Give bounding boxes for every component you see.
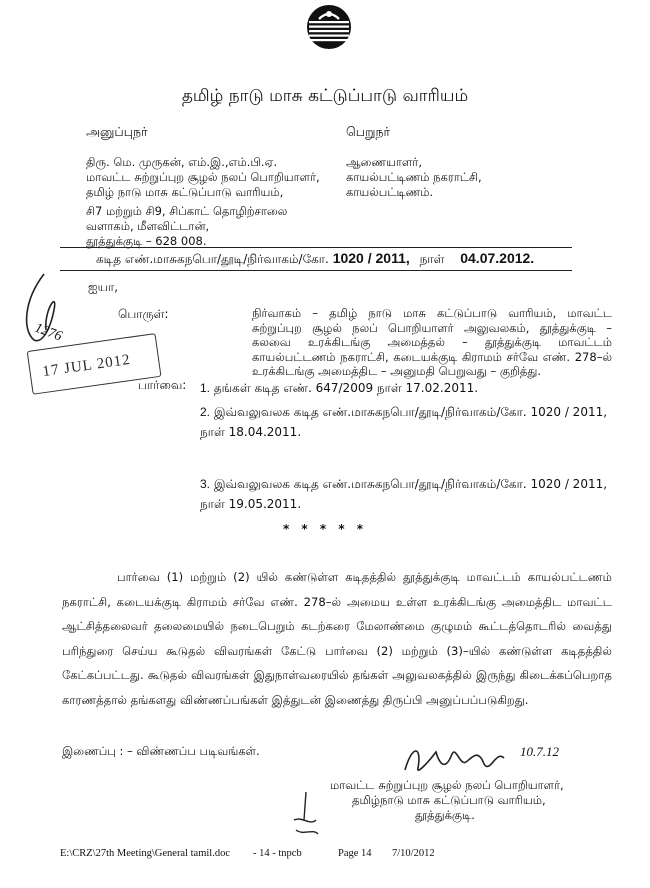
signature-block [330,778,620,823]
reference-date-label: நாள் [419,252,445,266]
separator-stars: * * * * * [282,522,368,536]
reference-item-number: 3. [200,477,211,491]
sender-label: அனுப்புநர் [86,124,148,139]
sender-line: வளாகம், மீளவிட்டான், [86,218,210,233]
enclosure-note: இணைப்பு : – விண்ணப்ப படிவங்கள். [62,744,260,758]
signature-date: 10.7.12 [520,744,559,759]
margin-handwriting [14,270,74,360]
stamp-date: 17 JUL 2012 [41,351,132,381]
reference-item-number: 1. [200,381,211,395]
reference-item [200,402,620,442]
body-paragraph: பார்வை (1) மற்றும் (2) யில் கண்டுள்ள கடிதத்தில் தூத்துக்குடி மாவட்டம் காயல்பட்டணம் நகராட்சி, கடையக்குடி கிராமம் சர்வே எண். 278–ல் அமைய உள்ள உரக்கிடங்கு அமைத்திட மாவட்ட ஆட்சித்தலைவர் தலைமையில் நடைபெறும் கடற்கரை மேலாண்மை குழுமம் கூட்டத்தொடரில் வைத்து பரிந்துரை செய்ய கூடுதல் விவரங்கள் கேட்டு பார்வை (2) மற்றும் (3)–யில் கண்டுள்ள கடிதத்தில் கேட்கப்பட்டது. கூடுதல் விவரங்கள் இதுநாள்வரையில் தங்கள் அலுவலகத்தில் இருந்து கிடைக்கப்பெறாத காரணத்தால் தங்களது விண்ணப்பங்கள் இத்துடன் இணைத்து திருப்பி அனுப்பப்படுகிறது. [62,570,612,707]
reference-item-text: இவ்வலுவலக கடித எண்.மாசுகநபொ/தூடி/நிர்வாகம்/கோ. 1020 / 2011, நாள் 18.04.2011. [200,405,608,439]
tnpcb-emblem-icon [305,3,353,51]
references-label: பார்வை: [138,378,187,392]
sender-line: சி7 மற்றும் சி9, சிப்காட் தொழிற்சாலை [86,203,288,218]
reference-item [200,378,620,398]
reference-item [200,474,620,514]
signature-line: தூத்துக்குடி. [415,808,475,822]
footer-date: 7/10/2012 [392,848,435,859]
sender-address [86,155,346,249]
reference-number: 1020 / 2011, [332,250,410,266]
salutation: ஐயா, [88,280,119,294]
footer-code: - 14 - tnpcb [253,848,302,859]
footer-path: E:\CRZ\27th Meeting\General tamil.doc [60,848,231,859]
recipient-label: பெறுநர் [346,124,391,139]
subject-label: பொருள்: [118,307,169,321]
reference-date: 04.07.2012. [460,250,535,266]
reference-item-text: தங்கள் கடித எண். 647/2009 நாள் 17.02.2011. [213,381,479,395]
sender-line: தமிழ் நாடு மாசு கட்டுப்பாடு வாரியம், [86,185,284,200]
subject-text: நிர்வாகம் – தமிழ் நாடு மாசு கட்டுப்பாடு வாரியம், மாவட்ட சுற்றுப்புற சூழல் நலப் பொறியாளர் அலுவலகம், தூத்துக்குடி – கலவை உரக்கிடங்கு அமைத்தல் – தூத்துக்குடி மாவட்டம் காயல்பட்டணம் நகராட்சி, கடையக்குடி கிராமம் சர்வே எண். 278–ல் உரக்கிடங்கு அமைத்திட – அனுமதி பெறுவது – குறித்து. [252,306,612,379]
reference-item-text: இவ்வலுவலக கடித எண்.மாசுகநபொ/தூடி/நிர்வாகம்/கோ. 1020 / 2011, நாள் 19.05.2011. [200,477,608,511]
recipient-address [346,155,596,201]
reference-line [60,247,572,271]
reference-item-number: 2. [200,405,211,419]
org-title: தமிழ் நாடு மாசு கட்டுப்பாடு வாரியம் [181,86,469,106]
sender-line: தூத்துக்குடி – 628 008. [86,234,207,249]
sender-line: மாவட்ட சுற்றுப்புற சூழல் நலப் பொறியாளர், [86,170,320,185]
signature-line: மாவட்ட சுற்றுப்புற சூழல் நலப் பொறியாளர், [330,778,564,792]
recipient-line: காயல்பட்டிணம். [346,185,434,200]
recipient-line: ஆணையாளர், [346,155,422,169]
sender-line: திரு. மெ. முருகன், எம்.இ.,எம்.பி.ஏ. [86,155,278,169]
margin-note: 1276 [32,320,64,345]
recipient-line: காயல்பட்டிணம் நகராட்சி, [346,170,482,185]
signature-line: தமிழ்நாடு மாசு கட்டுப்பாடு வாரியம், [352,793,546,807]
footer-page: Page 14 [338,848,372,859]
initials-scribble [286,790,326,840]
reference-prefix: கடித எண்.மாசுகநபொ/தூடி/நிர்வாகம்/கோ. [96,252,329,266]
